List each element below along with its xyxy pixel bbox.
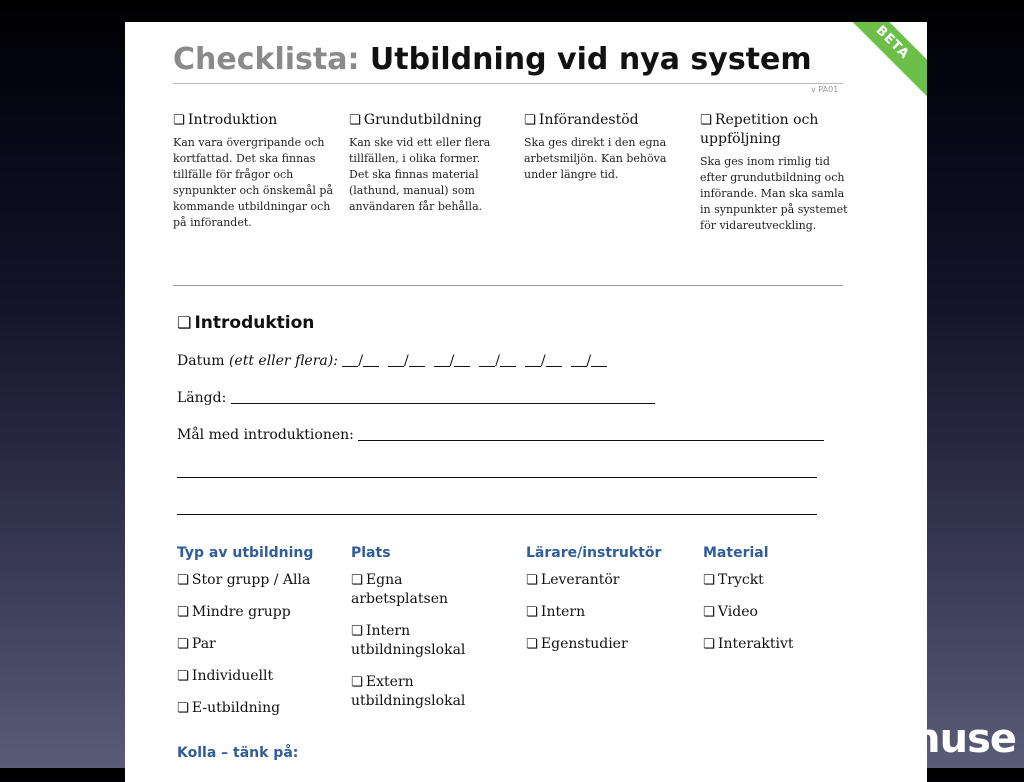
checkbox-icon: ❏ (177, 605, 189, 620)
overview-column-introduktion (173, 111, 338, 231)
checkbox-icon[interactable]: ❏ (173, 113, 185, 128)
overview-text: Kan ske vid ett eller flera tillfällen, i olika former. Det ska finnas material (lathund, manual) som användaren får behålla. (349, 136, 491, 213)
checkbox-icon[interactable]: ❏ (177, 313, 192, 332)
section-title: ❏ Introduktion (177, 313, 315, 333)
overview-heading: ❏ Introduktion (173, 112, 278, 128)
option-group-larare (526, 545, 696, 667)
mal-label: Mål med introduktionen: (177, 427, 354, 443)
checkbox-icon: ❏ (351, 624, 363, 639)
mal-field-line[interactable] (177, 514, 817, 515)
langd-row (177, 389, 655, 406)
option-item[interactable]: ❏ Intern utbildningslokal (351, 623, 466, 658)
option-item[interactable]: ❏ Egna arbetsplatsen (351, 572, 448, 607)
option-group-typ (177, 545, 347, 731)
checkbox-icon: ❏ (526, 573, 538, 588)
checkbox-icon: ❏ (526, 605, 538, 620)
option-heading: Plats (351, 545, 391, 561)
date-field[interactable]: / (388, 353, 425, 369)
option-item[interactable]: ❏ Interaktivt (703, 636, 794, 652)
option-heading: Material (703, 545, 769, 561)
date-field[interactable]: / (525, 353, 562, 369)
datum-label: Datum (177, 353, 225, 369)
overview-column-grundutbildning (349, 111, 499, 215)
option-item[interactable]: ❏ Tryckt (703, 572, 764, 588)
option-item[interactable]: ❏ Egenstudier (526, 636, 628, 652)
checkbox-icon: ❏ (351, 573, 363, 588)
checkbox-icon: ❏ (703, 605, 715, 620)
datum-row (177, 352, 607, 369)
option-item[interactable]: ❏ Extern utbildningslokal (351, 674, 466, 709)
date-field[interactable]: / (479, 353, 516, 369)
overview-text: Ska ges direkt i den egna arbetsmiljön. Kan behöva under längre tid. (524, 136, 667, 181)
checkbox-icon: ❏ (351, 675, 363, 690)
checkbox-icon: ❏ (526, 637, 538, 652)
mal-field-line[interactable] (177, 477, 817, 478)
overview-heading: ❏ Grundutbildning (349, 112, 482, 128)
option-item[interactable]: ❏ E-utbildning (177, 700, 281, 716)
beta-ribbon: BETA (830, 22, 927, 105)
overview-column-repetition (700, 111, 850, 234)
option-item[interactable]: ❏ Leverantör (526, 572, 620, 588)
date-field[interactable]: / (342, 353, 379, 369)
option-item[interactable]: ❏ Par (177, 636, 216, 652)
option-item[interactable]: ❏ Mindre grupp (177, 604, 291, 620)
checkbox-icon: ❏ (703, 637, 715, 652)
section-divider (173, 285, 843, 286)
langd-label: Längd: (177, 390, 227, 406)
date-field[interactable]: / (571, 353, 608, 369)
checkbox-icon: ❏ (177, 637, 189, 652)
langd-field[interactable] (231, 389, 655, 404)
checkbox-icon[interactable]: ❏ (349, 113, 361, 128)
datum-hint: (ett eller flera): (228, 353, 338, 369)
muse-logo: muse (898, 716, 1016, 762)
option-item[interactable]: ❏ Intern (526, 604, 586, 620)
mal-field[interactable] (358, 426, 824, 441)
checklist-document (125, 22, 927, 782)
checkbox-icon[interactable]: ❏ (524, 113, 536, 128)
title-divider (173, 83, 843, 84)
overview-column-inforandestod (524, 111, 684, 183)
checkbox-icon: ❏ (177, 573, 189, 588)
option-heading: Typ av utbildning (177, 545, 314, 561)
option-item[interactable]: ❏ Individuellt (177, 668, 274, 684)
kolla-heading: Kolla – tänk på: (177, 745, 299, 761)
option-item[interactable]: ❏ Video (703, 604, 758, 620)
option-item[interactable]: ❏ Stor grupp / Alla (177, 572, 311, 588)
title-main: Utbildning vid nya system (369, 42, 812, 77)
checkbox-icon: ❏ (703, 573, 715, 588)
checkbox-icon: ❏ (177, 669, 189, 684)
mal-row (177, 426, 824, 443)
checkbox-icon[interactable]: ❏ (700, 113, 712, 128)
option-group-material (703, 545, 853, 667)
option-heading: Lärare/instruktör (526, 545, 662, 561)
checkbox-icon: ❏ (177, 701, 189, 716)
option-group-plats (351, 545, 501, 724)
overview-text: Ska ges inom rimlig tid efter grundutbildning och införande. Man ska samla in synpunkter på systemet för vidareutveckling. (700, 155, 848, 232)
overview-heading: ❏ Repetition och uppföljning (700, 112, 819, 147)
title-prefix: Checklista: (173, 42, 360, 77)
version-label: v PA01 (811, 85, 839, 94)
date-field[interactable]: / (434, 353, 471, 369)
overview-text: Kan vara övergripande och kortfattad. Det ska finnas tillfälle för frågor och synpunkter och önskemål på kommande utbildningar och på införandet. (173, 136, 333, 229)
page-title (173, 42, 812, 77)
overview-heading: ❏ Införandestöd (524, 112, 639, 128)
